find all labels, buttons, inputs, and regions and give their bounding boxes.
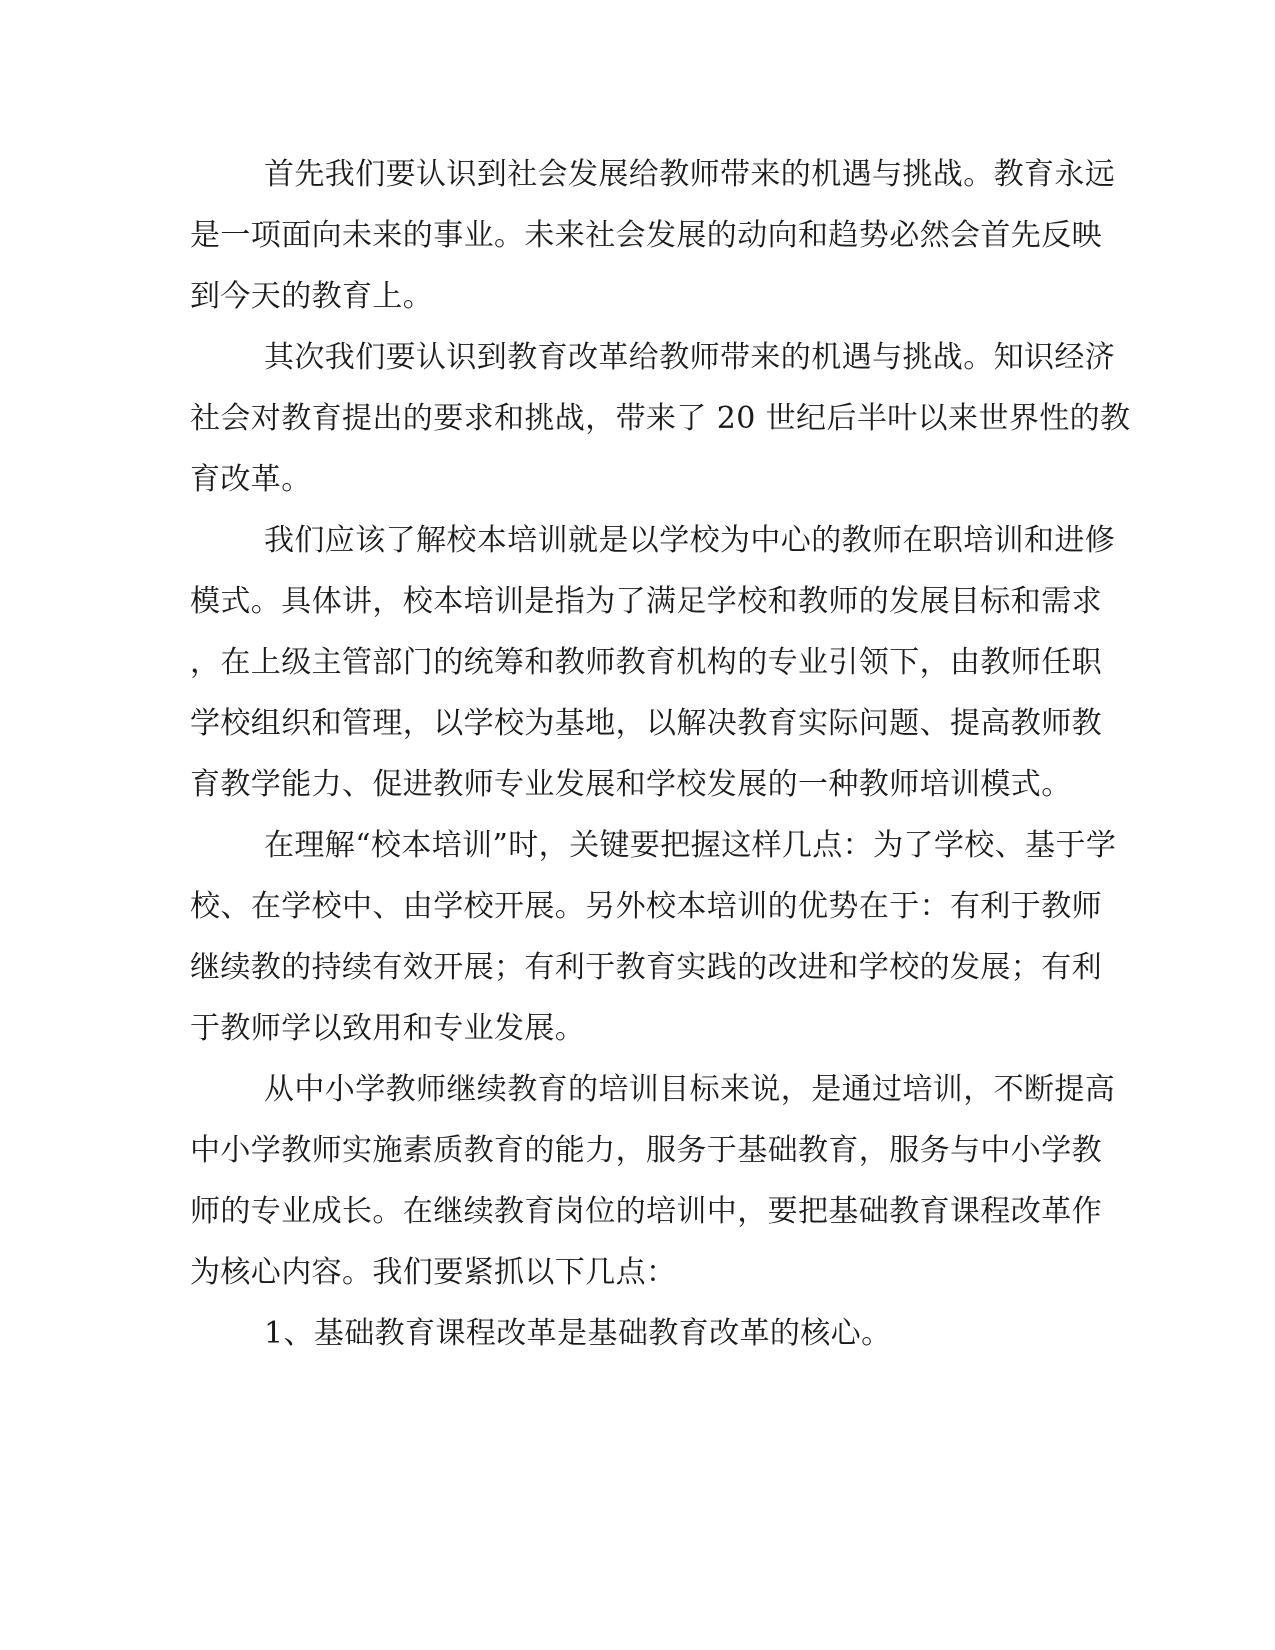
- paragraph-2-line-1: 其次我们要认识到教育改革给教师带来的机遇与挑战。知识经济: [264, 340, 1116, 375]
- paragraph-5-line-1: 从中小学教师继续教育的培训目标来说，是通过培训，不断提高: [264, 1072, 1116, 1107]
- paragraph-3-line-1: 我们应该了解校本培训就是以学校为中心的教师在职培训和进修: [264, 523, 1116, 558]
- paragraph-5-line-2: 中小学教师实施素质教育的能力，服务于基础教育，服务与中小学教: [190, 1133, 1102, 1168]
- paragraph-2-line-3: 育改革。: [190, 462, 312, 497]
- paragraph-1-line-1: 首先我们要认识到社会发展给教师带来的机遇与挑战。教育永远: [264, 157, 1116, 192]
- paragraph-2-line-2: 社会对教育提出的要求和挑战，带来了 20 世纪后半叶以来世界性的教: [190, 401, 1131, 436]
- paragraph-4-line-3: 继续教的持续有效开展；有利于教育实践的改进和学校的发展；有利: [190, 950, 1102, 985]
- paragraph-4-line-1: 在理解“校本培训”时，关键要把握这样几点：为了学校、基于学: [264, 828, 1117, 863]
- paragraph-5-line-3: 师的专业成长。在继续教育岗位的培训中，要把基础教育课程改革作: [190, 1194, 1102, 1229]
- document-body: [190, 157, 1131, 1380]
- paragraph-6-line-1: 1、基础教育课程改革是基础教育改革的核心。: [264, 1316, 892, 1351]
- paragraph-3-line-4: 学校组织和管理，以学校为基地，以解决教育实际问题、提高教师教: [190, 706, 1102, 741]
- paragraph-3-line-2: 模式。具体讲，校本培训是指为了满足学校和教师的发展目标和需求: [190, 584, 1102, 619]
- paragraph-3-line-3: ，在上级主管部门的统筹和教师教育机构的专业引领下，由教师任职: [190, 645, 1102, 680]
- paragraph-3-line-5: 育教学能力、促进教师专业发展和学校发展的一种教师培训模式。: [190, 767, 1072, 802]
- paragraph-4-line-2: 校、在学校中、由学校开展。另外校本培训的优势在于：有利于教师: [190, 889, 1102, 924]
- paragraph-1-line-3: 到今天的教育上。: [190, 279, 434, 314]
- paragraph-5-line-4: 为核心内容。我们要紧抓以下几点：: [190, 1255, 677, 1290]
- paragraph-4-line-4: 于教师学以致用和专业发展。: [190, 1011, 586, 1046]
- paragraph-1-line-2: 是一项面向未来的事业。未来社会发展的动向和趋势必然会首先反映: [190, 218, 1102, 253]
